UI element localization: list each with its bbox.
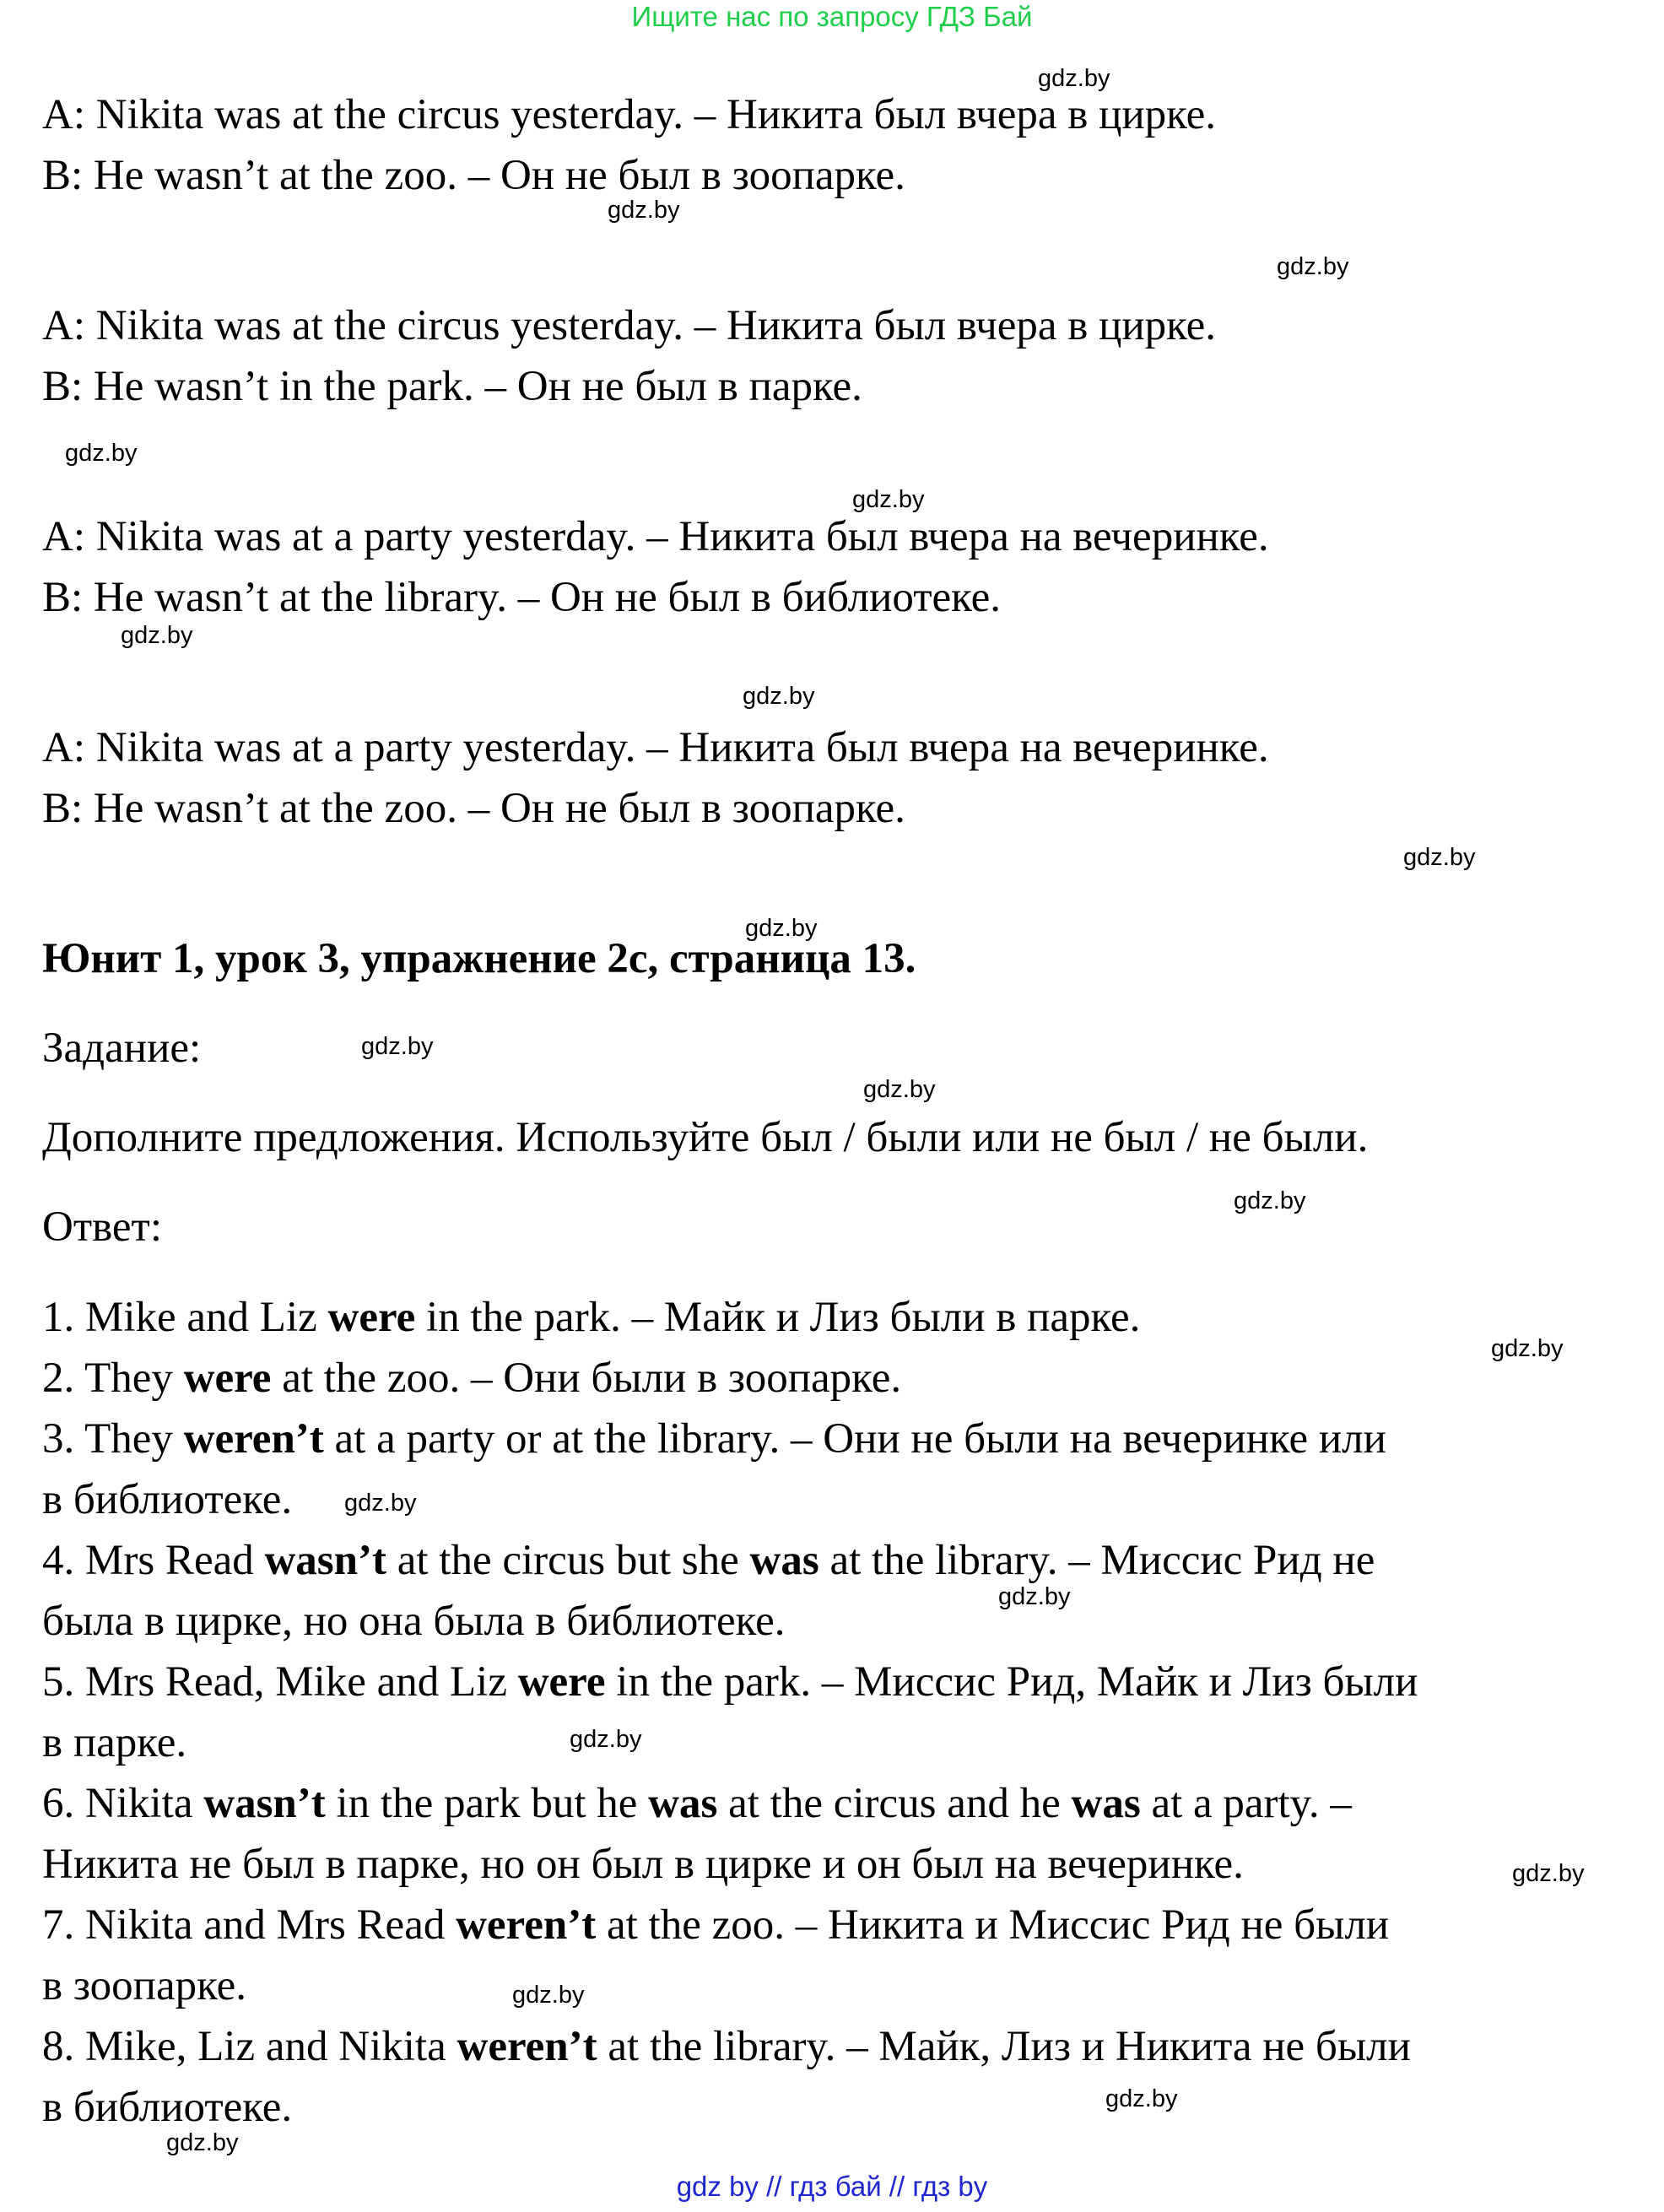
answer-4-text: 4. Mrs Read xyxy=(42,1537,265,1584)
answer-8-verb: weren’t xyxy=(457,2023,597,2070)
answer-1-text: 1. Mike and Liz xyxy=(42,1294,328,1341)
answer-8-text: 8. Mike, Liz and Nikita xyxy=(42,2023,457,2070)
answer-3-text: 3. They xyxy=(42,1415,184,1463)
dialogue-2-line-a: A: Nikita was at the circus yesterday. – Никита был вчера в цирке. xyxy=(42,302,1217,349)
watermark: gdz.by xyxy=(1277,253,1349,280)
exercise-heading: Юнит 1, урок 3, упражнение 2с, страница 13. xyxy=(42,935,916,982)
watermark: gdz.by xyxy=(121,622,193,649)
answer-3-verb: weren’t xyxy=(183,1415,324,1463)
answer-6-rest-3: at a party. – xyxy=(1140,1780,1352,1827)
watermark: gdz.by xyxy=(1105,2085,1178,2112)
task-label: Задание: xyxy=(42,1025,202,1072)
answer-6-rest: in the park but he xyxy=(325,1780,649,1827)
answer-8-rest: at the library. – Майк, Лиз и Никита не были xyxy=(597,2023,1411,2070)
search-banner: Ищите нас по запросу ГДЗ Бай xyxy=(631,1,1033,32)
dialogue-4-line-a: A: Nikita was at a party yesterday. – Никита был вчера на вечеринке. xyxy=(42,724,1269,771)
answer-6-verb: wasn’t xyxy=(203,1780,326,1827)
watermark: gdz.by xyxy=(570,1726,642,1753)
answer-2 xyxy=(42,1348,901,1409)
watermark: gdz.by xyxy=(1491,1335,1564,1362)
watermark: gdz.by xyxy=(743,683,815,710)
answer-5-text: 5. Mrs Read, Mike and Liz xyxy=(42,1658,518,1706)
task-text: Дополните предложения. Используйте был / были или не был / не были. xyxy=(42,1114,1369,1161)
answer-2-rest: at the zoo. – Они были в зоопарке. xyxy=(271,1355,902,1402)
dialogue-4-line-b: B: He wasn’t at the zoo. – Он не был в зоопарке. xyxy=(42,785,905,832)
watermark: gdz.by xyxy=(863,1076,936,1103)
watermark: gdz.by xyxy=(1038,65,1110,92)
answer-4 xyxy=(42,1530,1375,1591)
footer-links: gdz by // гдз бай // гдз by xyxy=(676,2171,988,2202)
watermark: gdz.by xyxy=(745,915,818,942)
answer-7 xyxy=(42,1895,1389,1955)
answer-8-continuation: в библиотеке. xyxy=(42,2084,293,2131)
answer-6-verb-3: was xyxy=(1071,1780,1141,1827)
watermark: gdz.by xyxy=(65,440,138,467)
answer-7-rest: at the zoo. – Никита и Миссис Рид не были xyxy=(596,1901,1390,1949)
answer-2-text: 2. They xyxy=(42,1355,184,1402)
answer-6-verb-2: was xyxy=(648,1780,718,1827)
answer-5-verb: were xyxy=(517,1658,606,1706)
answer-1 xyxy=(42,1287,1140,1348)
dialogue-2-line-b: B: He wasn’t in the park. – Он не был в парке. xyxy=(42,363,862,410)
answer-7-continuation: в зоопарке. xyxy=(42,1962,247,2009)
answer-5 xyxy=(42,1652,1418,1712)
watermark: gdz.by xyxy=(166,2129,239,2156)
dialogue-1-line-a: A: Nikita was at the circus yesterday. – Никита был вчера в цирке. xyxy=(42,91,1217,138)
watermark: gdz.by xyxy=(361,1033,434,1060)
answer-4-rest-2: at the library. – Миссис Рид не xyxy=(818,1537,1375,1584)
watermark: gdz.by xyxy=(1403,844,1476,871)
answer-7-verb: weren’t xyxy=(456,1901,597,1949)
answer-6-rest-2: at the circus and he xyxy=(717,1780,1072,1827)
dialogue-1-line-b: B: He wasn’t at the zoo. – Он не был в зоопарке. xyxy=(42,152,905,199)
answer-4-verb: wasn’t xyxy=(264,1537,386,1584)
answer-2-verb: were xyxy=(183,1355,272,1402)
watermark: gdz.by xyxy=(1512,1860,1585,1887)
watermark: gdz.by xyxy=(998,1583,1071,1610)
answer-label: Ответ: xyxy=(42,1203,162,1251)
dialogue-3-line-a: A: Nikita was at a party yesterday. – Никита был вчера на вечеринке. xyxy=(42,513,1269,560)
watermark: gdz.by xyxy=(1234,1187,1306,1214)
answer-3 xyxy=(42,1409,1386,1469)
answer-3-continuation: в библиотеке. xyxy=(42,1476,293,1523)
dialogue-3-line-b: B: He wasn’t at the library. – Он не был в библиотеке. xyxy=(42,574,1002,621)
answer-8 xyxy=(42,2016,1411,2077)
answer-1-rest: in the park. – Майк и Лиз были в парке. xyxy=(415,1294,1141,1341)
watermark: gdz.by xyxy=(608,197,680,224)
answer-4-continuation: была в цирке, но она была в библиотеке. xyxy=(42,1598,786,1645)
answer-4-verb-2: was xyxy=(749,1537,819,1584)
watermark: gdz.by xyxy=(512,1982,585,2009)
answer-6 xyxy=(42,1773,1352,1834)
answer-5-rest: in the park. – Миссис Рид, Майк и Лиз были xyxy=(605,1658,1418,1706)
answer-5-continuation: в парке. xyxy=(42,1719,187,1766)
watermark: gdz.by xyxy=(852,486,925,513)
answer-6-continuation: Никита не был в парке, но он был в цирке и он был на вечеринке. xyxy=(42,1841,1244,1888)
answer-7-text: 7. Nikita and Mrs Read xyxy=(42,1901,457,1949)
answer-6-text: 6. Nikita xyxy=(42,1780,204,1827)
answer-1-verb: were xyxy=(327,1294,416,1341)
answer-4-rest: at the circus but she xyxy=(386,1537,750,1584)
watermark: gdz.by xyxy=(344,1490,417,1517)
answer-3-rest: at a party or at the library. – Они не были на вечеринке или xyxy=(323,1415,1386,1463)
